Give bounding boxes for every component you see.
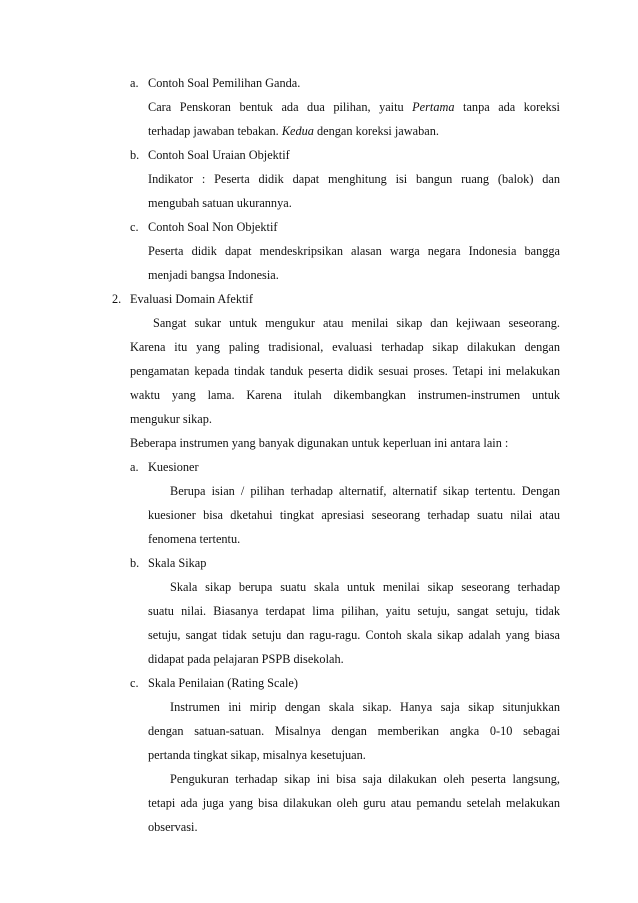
- section-heading: [0, 287, 638, 311]
- item-title: Contoh Soal Pemilihan Ganda.: [148, 76, 301, 90]
- paragraph-line: [0, 575, 638, 599]
- list-marker: a.: [130, 76, 139, 90]
- text-run: tanpa ada koreksi: [454, 100, 560, 114]
- item-description-line: mengubah satuan ukurannya.: [148, 196, 292, 210]
- item-title: Skala Sikap: [148, 556, 207, 570]
- item-description-line: observasi.: [148, 820, 198, 834]
- paragraph-line: [0, 383, 638, 407]
- paragraph-line: [0, 407, 638, 431]
- item-description-line: fenomena tertentu.: [148, 532, 241, 546]
- paragraph-line: [0, 335, 638, 359]
- list-marker: c.: [130, 220, 139, 234]
- paragraph-line: [0, 599, 638, 623]
- list-item-c: [0, 215, 638, 239]
- item-description-line: suatu nilai. Biasanya terdapat lima pilihan, yaitu setuju, sangat setuju, tidak: [148, 604, 560, 618]
- item-description-line: setuju, sangat tidak setuju dan ragu-ragu. Contoh skala sikap adalah yang biasa: [148, 628, 560, 642]
- emphasis-text: Kedua: [281, 124, 314, 138]
- item-description-line: dengan satuan-satuan. Misalnya dengan memberikan angka 0-10 sebagai: [148, 724, 560, 738]
- paragraph-line: [0, 719, 638, 743]
- text-run: terhadap jawaban tebakan.: [148, 124, 282, 138]
- paragraph-line: [0, 167, 638, 191]
- item-description-line: [148, 95, 560, 119]
- paragraph-line: [0, 623, 638, 647]
- list-marker: a.: [130, 460, 139, 474]
- section-number: 2.: [112, 292, 122, 306]
- paragraph-line: [0, 815, 638, 839]
- paragraph-line: [0, 119, 638, 143]
- intro-line: Sangat sukar untuk mengukur atau menilai sikap dan kejiwaan seseorang.: [153, 316, 560, 330]
- list-item-a: [0, 71, 638, 95]
- paragraph-line: [0, 359, 638, 383]
- paragraph-line: [0, 503, 638, 527]
- text-run: dengan koreksi jawaban.: [313, 124, 439, 138]
- item-description-line: [148, 119, 439, 143]
- instrument-lead: Beberapa instrumen yang banyak digunakan untuk keperluan ini antara lain :: [130, 436, 509, 450]
- item-description-line: menjadi bangsa Indonesia.: [148, 268, 279, 282]
- item-description-line: Skala sikap berupa suatu skala untuk menilai sikap seseorang terhadap: [170, 580, 560, 594]
- paragraph-line: [0, 311, 638, 335]
- paragraph-line: [0, 431, 638, 455]
- intro-line: pengamatan kepada tindak tanduk peserta didik sesuai proses. Tetapi ini melakukan: [130, 364, 560, 378]
- item-description-line: Berupa isian / pilihan terhadap alternatif, alternatif sikap tertentu. Dengan: [170, 484, 560, 498]
- paragraph-line: [0, 191, 638, 215]
- list-item-a: [0, 455, 638, 479]
- item-description-line: kuesioner bisa dketahui tingkat apresiasi seseorang terhadap suatu nilai atau: [148, 508, 560, 522]
- item-description-line: tetapi ada juga yang bisa dilakukan oleh guru atau pemandu setelah melakukan: [148, 796, 560, 810]
- paragraph-line: [0, 263, 638, 287]
- item-description-line: Indikator : Peserta didik dapat menghitung isi bangun ruang (balok) dan: [148, 172, 560, 186]
- emphasis-text: Pertama: [412, 100, 455, 114]
- item-description-line: pertanda tingkat sikap, misalnya kesetujuan.: [148, 748, 366, 762]
- list-marker: c.: [130, 676, 139, 690]
- item-description-line: Peserta didik dapat mendeskripsikan alasan warga negara Indonesia bangga: [148, 244, 560, 258]
- text-run: Cara Penskoran bentuk ada dua pilihan, yaitu: [148, 100, 413, 114]
- item-title: Contoh Soal Uraian Objektif: [148, 148, 290, 162]
- item-description-line: Instrumen ini mirip dengan skala sikap. Hanya saja sikap situnjukkan: [170, 700, 560, 714]
- intro-line: Karena itu yang paling tradisional, evaluasi terhadap sikap dilakukan dengan: [130, 340, 560, 354]
- paragraph-line: [0, 647, 638, 671]
- section-title: Evaluasi Domain Afektif: [130, 292, 253, 306]
- paragraph-line: [0, 743, 638, 767]
- list-marker: b.: [130, 148, 140, 162]
- item-description-line: Pengukuran terhadap sikap ini bisa saja dilakukan oleh peserta langsung,: [170, 772, 560, 786]
- list-item-b: [0, 551, 638, 575]
- paragraph-line: [0, 239, 638, 263]
- item-description-line: didapat pada pelajaran PSPB disekolah.: [148, 652, 344, 666]
- list-item-c: [0, 671, 638, 695]
- list-item-b: [0, 143, 638, 167]
- list-marker: b.: [130, 556, 140, 570]
- intro-line: mengukur sikap.: [130, 412, 212, 426]
- paragraph-line: [0, 527, 638, 551]
- paragraph-line: [0, 767, 638, 791]
- paragraph-line: [0, 791, 638, 815]
- intro-line: waktu yang lama. Karena itulah dikembangkan instrumen-instrumen untuk: [130, 388, 560, 402]
- item-title: Kuesioner: [148, 460, 199, 474]
- paragraph-line: [0, 479, 638, 503]
- item-title: Skala Penilaian (Rating Scale): [148, 676, 298, 690]
- paragraph-line: [0, 95, 638, 119]
- paragraph-line: [0, 695, 638, 719]
- item-title: Contoh Soal Non Objektif: [148, 220, 278, 234]
